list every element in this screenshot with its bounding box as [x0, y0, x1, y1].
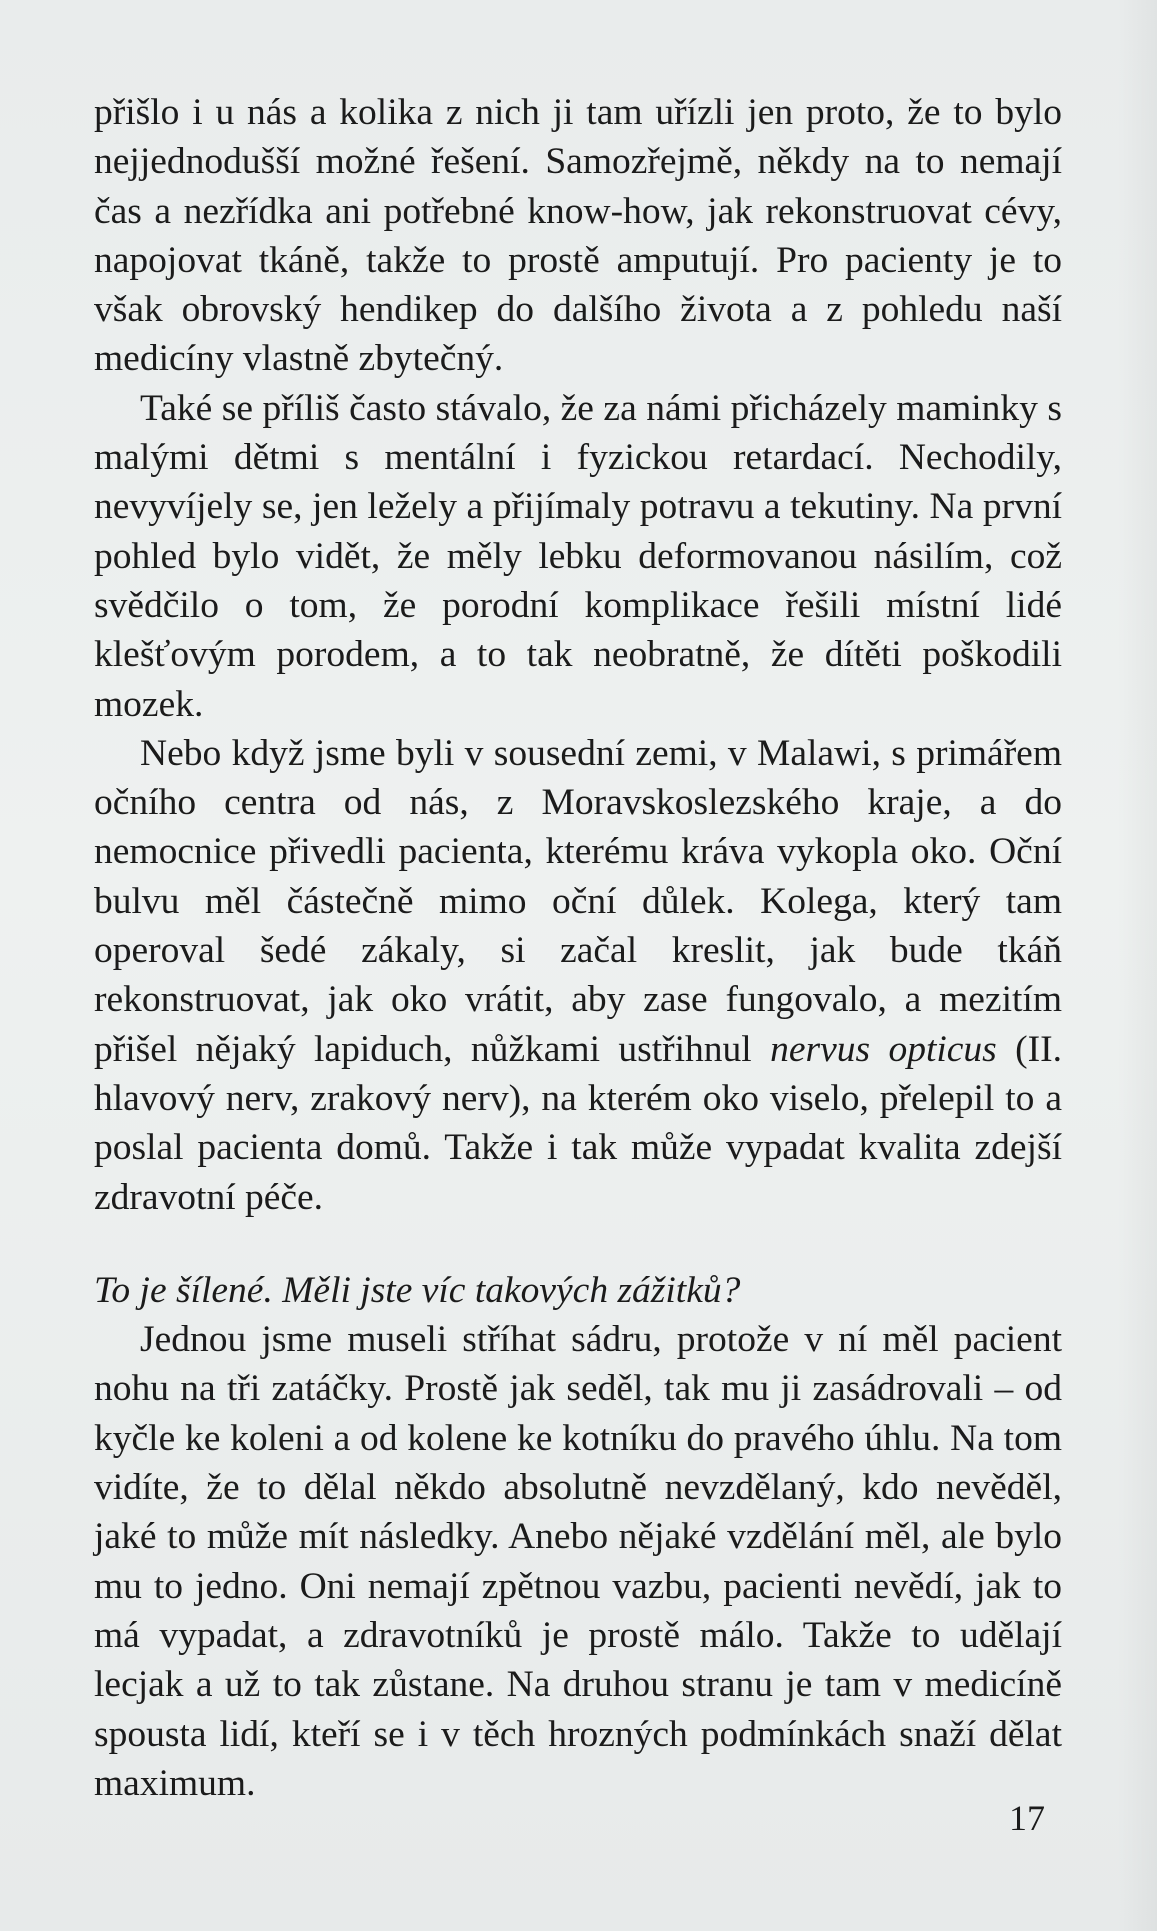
page-edge-shadow	[1117, 0, 1157, 1931]
book-page-text	[94, 88, 1062, 1808]
paragraph-1: přišlo i u nás a kolika z nich ji tam uřízli jen proto, že to bylo nejjednodušší možné řešení. Samozřejmě, někdy na to nemají čas a nezřídka ani potřebné know-how, jak rekonstruovat cévy, napojovat tkáně, takže to prostě amputují. Pro pacienty je to však obrovský hendikep do dalšího života a z pohledu naší medicíny vlastně zbytečný.	[94, 92, 1062, 380]
page-number: 17	[1009, 1798, 1045, 1838]
paragraph-2: Také se příliš často stávalo, že za námi přicházely maminky s malými dětmi s mentální i fyzickou retardací. Nechodily, nevyvíjely se, jen ležely a přijímaly potravu a tekutiny. Na první pohled bylo vidět, že měly lebku deformovanou násilím, což svědčilo o tom, že porodní komplikace řešili místní lidé klešťovým porodem, a to tak neobratně, že dítěti poškodili mozek.	[94, 387, 1062, 725]
paragraph-3: Nebo když jsme byli v sousední zemi, v Malawi, s primářem očního centra od nás, z Moravskoslezského kraje, a do nemocnice přivedli pacienta, kterému kráva vykopla oko. Oční bulvu měl částečně mimo oční důlek. Kolega, který tam operoval šedé zákaly, si začal kreslit, jak bude tkáň rekonstruovat, jak oko vrátit, aby zase fungovalo, a mezitím přišel nějaký lapiduch, nůžkami ustřihnul nervus opticus (II. hlavový nerv, zrakový nerv), na kterém oko viselo, přelepil to a poslal pacienta domů. Takže i tak může vypadat kvalita zdejší zdravotní péče.	[94, 732, 1062, 1218]
interview-answer: Jednou jsme museli stříhat sádru, protože v ní měl pacient nohu na tři zatáčky. Prostě jak seděl, tak mu ji zasádrovali – od kyčle ke koleni a od kolene ke kotníku do pravého úhlu. Na tom vidíte, že to dělal někdo absolutně nevzdělaný, kdo nevěděl, jaké to může mít následky. Anebo nějaké vzdělání měl, ale bylo mu to jedno. Oni nemají zpětnou vazbu, pacienti nevědí, jak to má vypadat, a zdravotníků je prostě málo. Takže to udělají lecjak a už to tak zůstane. Na druhou stranu je tam v medicíně spousta lidí, kteří se i v těch hrozných podmínkách snaží dělat maximum.	[94, 1319, 1062, 1804]
latin-term: nervus opticus	[770, 1028, 997, 1070]
interview-question: To je šílené. Měli jste víc takových zážitků?	[94, 1269, 741, 1311]
